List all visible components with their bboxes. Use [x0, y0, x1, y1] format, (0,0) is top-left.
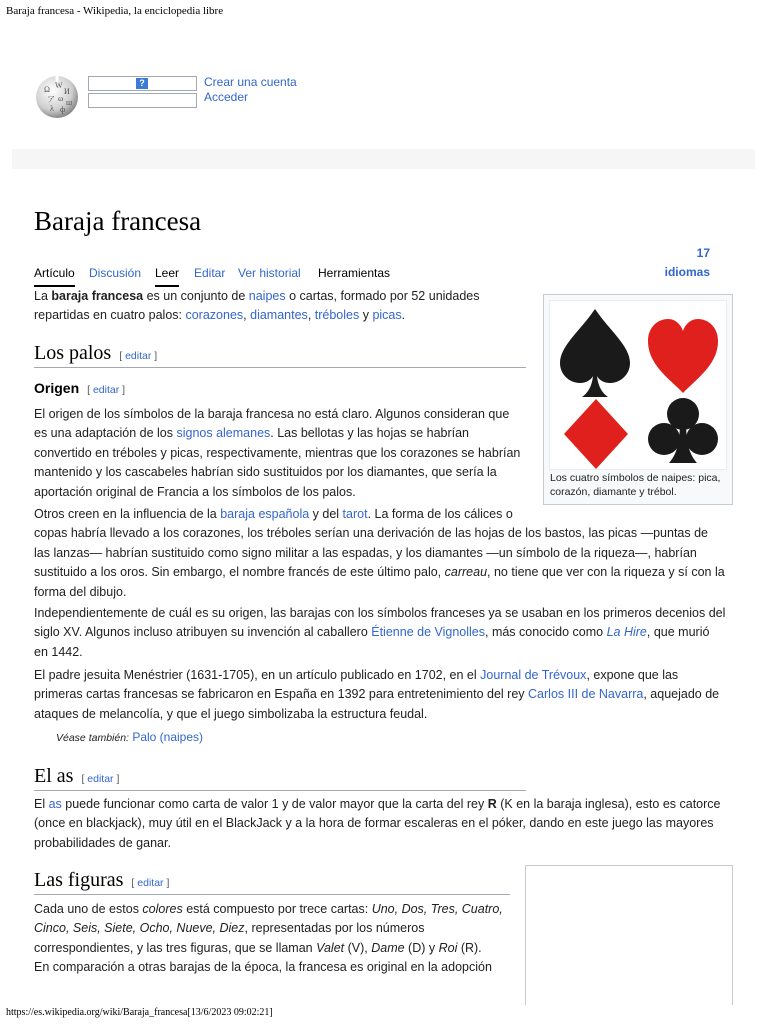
figure-caption: Los cuatro símbolos de naipes: pica, corazón, diamante y trébol.: [550, 472, 721, 498]
svg-text:ω: ω: [58, 94, 64, 103]
tab-article[interactable]: Artículo: [34, 266, 75, 280]
tab-discussion[interactable]: Discusión: [89, 266, 142, 280]
text: aportación original de Francia a los símbolos de los palos.: [34, 484, 356, 499]
create-account-link[interactable]: Crear una cuenta: [204, 75, 297, 89]
picas-link[interactable]: picas: [372, 308, 402, 323]
edit-link[interactable]: editar: [92, 384, 120, 396]
languages-button[interactable]: 17 idiomas: [664, 246, 710, 279]
text: forma del dibujo.: [34, 584, 127, 599]
text: en 1442.: [34, 644, 83, 659]
text: y del: [309, 507, 343, 521]
intro-text: ,: [243, 308, 251, 323]
section-heading-origen: [34, 380, 125, 396]
italic-text: Roi: [438, 940, 458, 955]
as-paragraph: [34, 795, 754, 853]
password-input[interactable]: [88, 93, 197, 108]
text: Cada uno de estos: [34, 902, 143, 916]
text: Otros creen en la influencia de la: [34, 507, 221, 521]
svg-text:Ω: Ω: [44, 85, 50, 94]
italic-text: colores: [142, 902, 183, 916]
intro-text: repartidas en cuatro palos:: [34, 308, 186, 323]
figure-placeholder: [525, 865, 733, 1005]
text: (K en la baraja inglesa), esto es catorce: [496, 797, 721, 811]
text: , no tiene que ver con la riqueza y sí con la: [487, 565, 725, 580]
text: El padre jesuita Menéstrier (1631-1705), en un artículo publicado en 1702, en el: [34, 668, 481, 682]
tab-history[interactable]: Ver historial: [238, 266, 301, 280]
svg-text:W: W: [55, 81, 63, 90]
diamantes-link[interactable]: diamantes: [250, 308, 308, 323]
origen-paragraph-3: [34, 604, 754, 662]
text: copas habría llevado a los corazones, los tréboles serían una derivación de las hojas de los bastos, las picas —puntas de: [34, 526, 709, 541]
intro-text: .: [401, 308, 406, 323]
text: correspondientes, y las tres figuras, que se llaman: [34, 940, 317, 955]
text: (once en blackjack), muy útil en el BlackJack y a la hora de formar escaleras en el póker, dando en este juego las mayores: [34, 816, 714, 831]
text: ataques de melancolía, y que el juego simbolizaba la estructura feudal.: [34, 706, 428, 721]
diamond-icon: [564, 399, 628, 469]
signos-alemanes-link[interactable]: signos alemanes: [176, 426, 271, 441]
heading-text: Las figuras: [34, 869, 124, 891]
wikipedia-logo-icon[interactable]: [34, 74, 80, 120]
intro-text: o cartas, formado por 52 unidades: [285, 289, 480, 303]
edit-section: [ editar ]: [119, 350, 158, 362]
help-icon[interactable]: ?: [136, 78, 148, 89]
print-header: Baraja francesa - Wikipedia, la enciclopedia libre: [6, 5, 224, 17]
la-hire-link[interactable]: La Hire: [606, 625, 647, 640]
edit-link[interactable]: editar: [125, 350, 152, 362]
intro-paragraph: [34, 287, 534, 326]
intro-text: y: [359, 308, 373, 323]
text: El origen de los símbolos de la baraja francesa no está claro. Algunos consideran que: [34, 407, 510, 421]
section-heading-figuras: [34, 869, 510, 895]
svg-text:ш: ш: [66, 98, 73, 107]
text: está compuesto por trece cartas:: [182, 902, 372, 916]
heading-text: El as: [34, 765, 74, 787]
login-link[interactable]: Acceder: [204, 90, 249, 104]
svg-text:ア: ア: [47, 95, 55, 104]
italic-text: Cinco, Seis, Siete, Ocho, Nueve, Diez: [34, 921, 245, 936]
text: (D) y: [404, 940, 439, 955]
etienne-de-vignolles-link[interactable]: Étienne de Vignolles: [371, 625, 485, 640]
suits-figure: [543, 294, 733, 505]
origen-paragraph-1: [34, 405, 534, 502]
text: . La forma de los cálices o: [367, 507, 513, 521]
text: El: [34, 797, 49, 811]
text: primeras cartas francesas se fabricaron en España en 1392 para entretenimiento del rey: [34, 687, 529, 702]
text: , expone que las: [586, 668, 679, 682]
text: (V),: [344, 940, 372, 955]
intro-bold: baraja francesa: [51, 289, 144, 303]
treboles-link[interactable]: tréboles: [314, 308, 360, 323]
suits-image[interactable]: [549, 300, 727, 470]
tab-edit[interactable]: Editar: [194, 266, 226, 280]
bold-text: R: [487, 797, 497, 811]
italic-text: Valet: [316, 940, 345, 955]
heading-text: Los palos: [34, 342, 112, 364]
spade-icon: [560, 309, 630, 397]
tarot-link[interactable]: tarot: [342, 507, 368, 521]
carlos-iii-link[interactable]: Carlos III de Navarra: [528, 687, 644, 702]
text: probabilidades de ganar.: [34, 835, 171, 850]
text: . Las bellotas y las hojas se habrían: [270, 426, 470, 441]
text: puede funcionar como carta de valor 1 y de valor mayor que la carta del rey: [61, 797, 488, 811]
text: , representadas por los números: [244, 921, 425, 936]
svg-text:И: И: [64, 87, 70, 96]
text: Independientemente de cuál es su origen, las barajas con los símbolos franceses ya se usaban en los primeros decenios del: [34, 606, 726, 620]
club-icon: [648, 398, 718, 463]
origen-paragraph-4: [34, 666, 754, 724]
tab-read[interactable]: Leer: [155, 266, 180, 280]
italic-text: Uno, Dos, Tres, Cuatro,: [371, 902, 503, 916]
text: , que murió: [646, 625, 710, 640]
see-also-label: Véase también:: [56, 732, 129, 744]
figuras-paragraph: [34, 900, 522, 978]
section-heading-as: [34, 765, 526, 791]
baraja-espanola-link[interactable]: baraja española: [220, 507, 310, 521]
text: es una adaptación de los: [34, 426, 177, 441]
heading-text: Origen: [34, 380, 80, 396]
section-heading-palos: [34, 342, 526, 368]
as-link[interactable]: as: [48, 797, 62, 811]
text: En comparación a otras barajas de la época, la francesa es original en la adopción: [34, 960, 492, 975]
heart-icon: [648, 319, 718, 393]
svg-text:λ: λ: [50, 104, 54, 113]
edit-link[interactable]: editar: [137, 877, 164, 889]
text: convertido en tréboles y picas, respectivamente, mientras que los corazones se habrían: [34, 445, 521, 460]
intro-text: La: [34, 289, 52, 303]
edit-section: [ editar ]: [87, 384, 126, 396]
print-footer: https://es.wikipedia.org/wiki/Baraja_francesa[13/6/2023 09:02:21]: [6, 1007, 273, 1018]
text: , aquejado de: [643, 687, 720, 702]
palo-naipes-link[interactable]: Palo (naipes): [132, 730, 204, 744]
text: siglo XV. Algunos incluso atribuyen su invención al caballero: [34, 625, 372, 640]
origen-paragraph-2: [34, 505, 754, 602]
text: , más conocido como: [485, 625, 607, 640]
corazones-link[interactable]: corazones: [185, 308, 244, 323]
page-title: Baraja francesa: [34, 206, 202, 236]
tab-tools[interactable]: Herramientas: [318, 266, 391, 280]
edit-section: [ editar ]: [131, 877, 170, 889]
naipes-link[interactable]: naipes: [248, 289, 286, 303]
text: mantenido y los cascabeles habrían sido sustituidos por los diamantes, que sería la: [34, 465, 497, 480]
edit-section: [ editar ]: [81, 773, 120, 785]
italic-text: Dame: [371, 940, 405, 955]
italic-text: carreau: [444, 565, 488, 580]
journal-de-trevoux-link[interactable]: Journal de Trévoux: [480, 668, 587, 682]
text: las lanzas— habrían sustituido como signo militar a las espadas, y los diamantes —un símbolo de la riqueza—, habrían: [34, 545, 697, 560]
header-bar: [12, 149, 755, 169]
text: (R).: [457, 940, 482, 955]
svg-text:ф: ф: [60, 105, 66, 114]
intro-text: ,: [307, 308, 315, 323]
see-also-note: [56, 730, 203, 744]
edit-link[interactable]: editar: [87, 773, 114, 785]
intro-text: es un conjunto de: [143, 289, 249, 303]
text: sustituido a los oros. Sin embargo, el nombre francés de este último palo,: [34, 565, 445, 580]
